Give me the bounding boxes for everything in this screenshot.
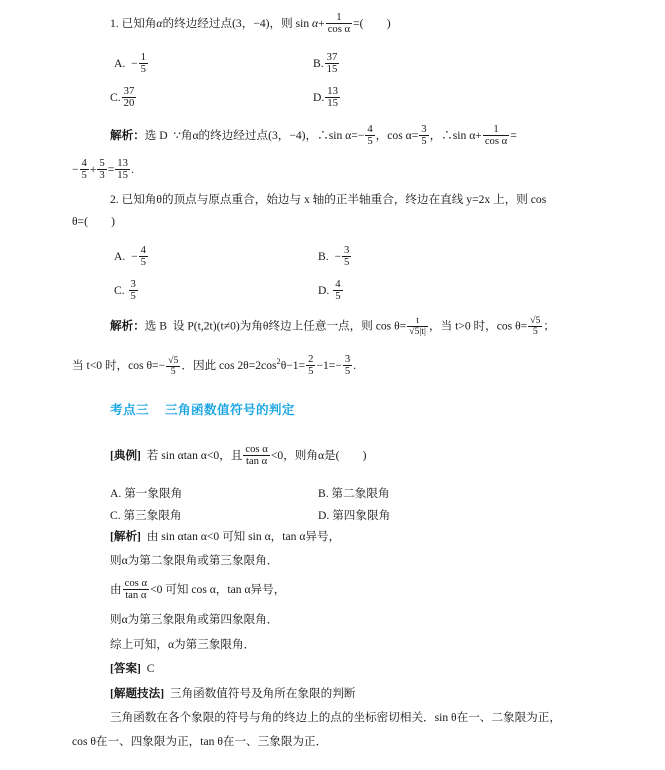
technique-line-1: 三角函数在各个象限的符号与角的终边上的点的坐标密切相关．sin θ在一、二象限为正， <box>110 711 561 724</box>
problem-1-option-c[interactable]: C. $\frac{37}{20}$ <box>110 85 135 110</box>
problem-2-stem-line-1: 2. 已知角θ的顶点与原点重合，始边与 x 轴的正半轴重合，终边在直线 y=2x 上，则 cos <box>110 193 547 206</box>
example-option-b[interactable]: B. 第二象限角 <box>318 487 390 500</box>
problem-2-number: 2. <box>110 193 119 206</box>
example-analysis-line-1: [解析] 由 sin αtan α<0 可知 sin α，tan α异号， <box>110 530 341 543</box>
solution-choice: 选 D <box>144 128 168 142</box>
section-header-kaodian-3 <box>110 399 295 418</box>
problem-1-stem <box>110 12 391 35</box>
problem-1-solution-line-1: 解析：选 D ∵角α的终边经过点(3，−4)，∴sin α=− $\frac{4}{5}$ ，cos α= $\frac{3}{5}$ ，∴sin α+ $\frac{1}{\text{cos α}}$ = <box>110 123 517 148</box>
example-tag: [典例] <box>110 448 141 462</box>
problem-2-solution-line-1: 解析：选 B 设 P(t,2t)(t≠0)为角θ终边上任意一点，则 cos θ= $\frac{t}{√5|t|}$ ，当 t>0 时，cos θ= $\frac{√5}{5}$ ； <box>110 315 555 338</box>
example-analysis-line-5: 综上可知，α为第三象限角． <box>110 638 256 651</box>
fraction-t-over-sqrt5t: $\frac{t}{√5|t|}$ <box>409 315 426 338</box>
example-option-d[interactable]: D. 第四象限角 <box>318 509 391 522</box>
problem-2-option-a[interactable]: A. − $\frac{4}{5}$ <box>114 244 146 269</box>
section-number: 考点三 <box>110 403 149 417</box>
example-option-a[interactable]: A. 第一象限角 <box>110 487 183 500</box>
answer-value: C <box>146 662 155 675</box>
problem-1-stem-text: 已知角α的终边经过点(3，−4)，则 sin α+ $\frac{1}{\text{cos α}}$ =( ) <box>121 11 391 36</box>
answer-tag: [答案] <box>110 662 141 675</box>
technique-title: 三角函数值符号及角所在象限的判断 <box>169 687 356 700</box>
technique-header <box>110 686 355 702</box>
example-analysis-line-2: 则α为第二象限角或第三象限角． <box>110 554 279 567</box>
problem-1-option-b[interactable]: B. $\frac{37}{15}$ <box>313 51 338 76</box>
technique-line-2: cos θ在一、四象限为正，tan θ在一、三象限为正． <box>72 735 328 748</box>
technique-tag: [解题技法] <box>110 687 165 700</box>
problem-1-number: 1. <box>110 16 119 30</box>
problem-1-option-a[interactable]: A. − $\frac{1}{5}$ <box>114 51 146 76</box>
problem-2-option-d[interactable]: D. $\frac{4}{5}$ <box>318 278 341 303</box>
analysis-tag: [解析] <box>110 530 141 543</box>
example-answer <box>110 661 154 677</box>
problem-1-solution-line-2: − $\frac{4}{5}$ + $\frac{5}{3}$ = $\frac{13}{15}$ . <box>72 157 134 182</box>
example-analysis-line-4: 则α为第三象限角或第四象限角． <box>110 613 279 626</box>
fraction-sqrt5-over-5: $\frac{√5}{5}$ <box>530 315 541 338</box>
problem-2-option-b[interactable]: B. − $\frac{3}{5}$ <box>318 244 350 269</box>
section-title: 三角函数值符号的判定 <box>164 403 295 417</box>
fraction-cos-over-tan-2: $\frac{\text{cos α}}{\text{tan α}}$ <box>124 577 148 602</box>
example-stem: [典例] 若 sin αtan α<0，且 $\frac{\text{cos α}}{\text{tan α}}$ <0，则角α是( ) <box>110 443 367 468</box>
example-option-c[interactable]: C. 第三象限角 <box>110 509 182 522</box>
problem-2-solution-line-2: 当 t<0 时，cos θ=− $\frac{√5}{5}$ ．因此 $\cos 2\theta=2\cos^2\theta-1=$ $\frac{2}{5}$ −1=− $\frac{3}{5}$ . <box>72 353 357 378</box>
fraction-1-over-cos-alpha: $\frac{1}{\text{cos α}}$ <box>327 11 351 36</box>
alpha-symbol: α <box>156 16 163 30</box>
problem-1-option-d[interactable]: D. $\frac{13}{15}$ <box>313 85 338 110</box>
solution-tag: 解析： <box>110 128 145 142</box>
fraction-cos-over-tan: $\frac{\text{cos α}}{\text{tan α}}$ <box>245 443 268 468</box>
problem-2-option-c[interactable]: C. $\frac{3}{5}$ <box>114 278 136 303</box>
problem-2-stem-line-2: θ=( ) <box>72 215 116 228</box>
example-analysis-line-3: 由 $\frac{\text{cos α}}{\text{tan α}}$ <0 可知 cos α，tan α异号， <box>110 577 286 602</box>
